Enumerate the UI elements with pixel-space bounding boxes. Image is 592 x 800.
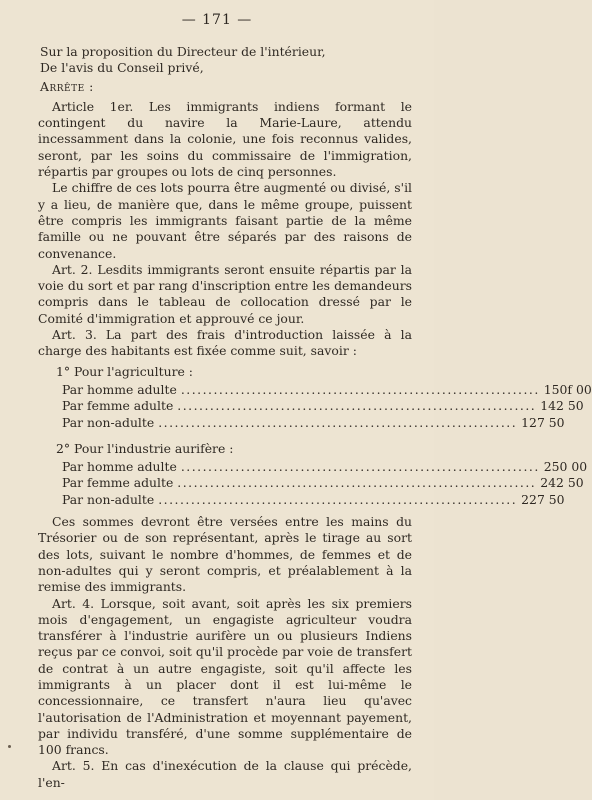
row-label: Par femme adulte (62, 398, 174, 414)
table-row (62, 459, 588, 475)
row-label: Par non-adulte (62, 491, 155, 507)
table-row (62, 475, 584, 491)
row-value: 127 50 (521, 414, 565, 430)
article-2-paragraph: Art. 2. Lesdits immigrants seront ensuite répartis par la voie du sort et par rang d'inscription entre les demandeurs compris dans le tableau de collocation dressé par le Comité d'immigration et approuvé ce jour. (38, 261, 412, 326)
page-content (38, 44, 592, 791)
article-1-continuation: Le chiffre de ces lots pourra être augmenté ou divisé, s'il y a lieu, de manière que, dans le même groupe, puissent être compris les immigrants faisant partie de la même famille ou ne pouvant être séparés par des raisons de convenance. (38, 180, 412, 261)
article-4-paragraph: Art. 4. Lorsque, soit avant, soit après les six premiers mois d'engagement, un engagiste agriculteur voudra transférer à l'industrie aurifère un ou plusieurs Indiens reçus par ce convoi, soit qu'il procède par voie de transfert de contrat à un autre engagiste, soit qu'il affecte les immigrants à un placer dont il est lui-même le concessionnaire, ce transfert n'aura lieu qu'avec l'autorisation de l'Administration et moyennant payement, par individu transféré, d'une somme supplémentaire de 100 francs. (38, 595, 412, 758)
table-row (62, 381, 592, 398)
row-label: Par homme adulte (62, 459, 177, 475)
row-value: 150f 00 (543, 381, 592, 397)
row-value: 142 50 (540, 398, 584, 414)
payment-paragraph: Ces sommes devront être versées entre les mains du Trésorier ou de son représentant, après le tirage au sort des lots, suivant le nombre d'hommes, de femmes et de non-adultes qui y seront compris, et préalablement à la remise des immigrants. (38, 514, 412, 595)
table-row (62, 491, 565, 508)
section-gold-industry-heading: 2° Pour l'industrie aurifère : (56, 440, 234, 456)
dot-leader: .................................................................. (158, 414, 518, 430)
row-value: 250 00 (543, 459, 588, 475)
row-value: 227 50 (521, 491, 565, 507)
row-value: 242 50 (540, 475, 584, 491)
dot-leader: .................................................................. (158, 491, 518, 507)
dot-leader: .................................................................. (177, 475, 537, 491)
dot-leader: .................................................................. (180, 381, 540, 397)
arrete-heading: Arrête : (40, 78, 94, 94)
row-label: Par non-adulte (62, 414, 155, 430)
page-number: — 171 — (181, 12, 253, 28)
article-5-paragraph: Art. 5. En cas d'inexécution de la clause qui précède, l'en- (38, 758, 412, 790)
table-row (62, 398, 584, 414)
row-label: Par homme adulte (62, 381, 177, 397)
dot-leader: .................................................................. (180, 459, 540, 475)
section-agriculture-heading: 1° Pour l'agriculture : (56, 363, 193, 379)
visa-line-2: De l'avis du Conseil privé, (40, 60, 204, 76)
ink-speck (8, 745, 11, 748)
article-3-paragraph: Art. 3. La part des frais d'introduction laissée à la charge des habitants est fixée comme suit, savoir : (38, 327, 412, 359)
table-row (62, 414, 565, 431)
dot-leader: .................................................................. (177, 398, 537, 414)
article-1-paragraph: Article 1er. Les immigrants indiens formant le contingent du navire la Marie-Laure, attendu incessamment dans la colonie, une fois reconnus valides, seront, par les soins du commissaire de l'immigration, répartis par groupes ou lots de cinq personnes. (38, 98, 412, 180)
visa-line-1: Sur la proposition du Directeur de l'intérieur, (40, 44, 326, 59)
row-label: Par femme adulte (62, 475, 174, 491)
